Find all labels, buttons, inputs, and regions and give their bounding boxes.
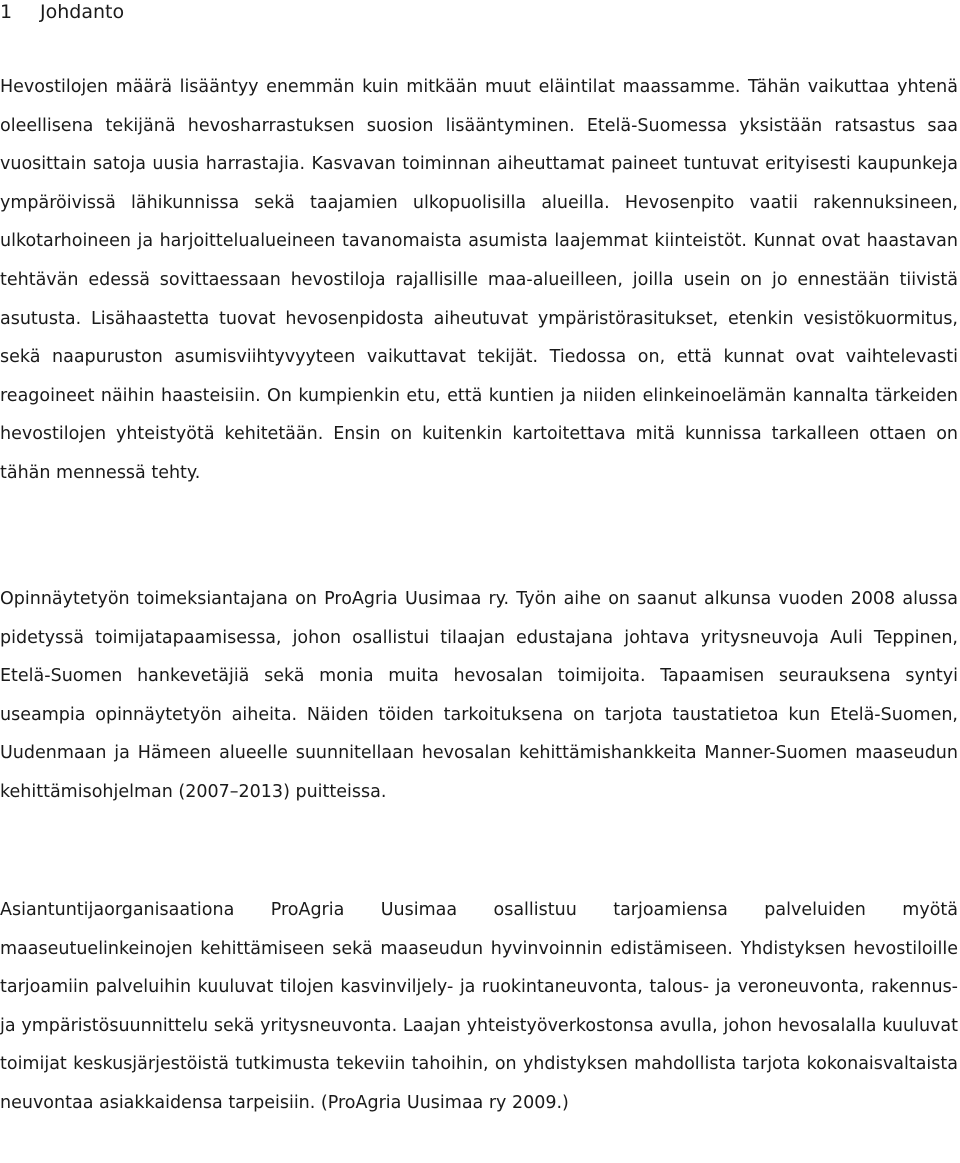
chapter-heading: [0, 0, 124, 24]
body-paragraph: Hevostilojen määrä lisääntyy enemmän kuin mitkään muut eläintilat maassamme. Tähän vaikuttaa yhtenä oleellisena tekijänä hevosharrastuksen suosion lisääntyminen. Etelä-Suomessa yksistään ratsastus saa vuosittain satoja uusia harrastajia. Kasvavan toiminnan aiheuttamat paineet tuntuvat erityisesti kaupunkeja ympäröivissä lähikunnissa sekä taajamien ulkopuolisilla alueilla. Hevosenpito vaatii rakennuksineen, ulkotarhoineen ja harjoittelualueineen tavanomaista asumista laajemmat kiinteistöt. Kunnat ovat haastavan tehtävän edessä sovittaessaan hevostiloja rajallisille maa-alueilleen, joilla usein on jo ennestään tiivistä asutusta. Lisähaastetta tuovat hevosenpidosta aiheutuvat ympäristörasitukset, etenkin vesistökuormitus, sekä naapuruston asumisviihtyvyyteen vaikuttavat tekijät. Tiedossa on, että kunnat ovat vaihtelevasti reagoineet näihin haasteisiin. On kumpienkin etu, että kuntien ja niiden elinkeinoelämän kannalta tärkeiden hevostilojen yhteistyötä kehitetään. Ensin on kuitenkin kartoitettava mitä kunnissa tarkalleen ottaen on tähän mennessä tehty.: [0, 77, 958, 483]
body-paragraph: Opinnäytetyön toimeksiantajana on ProAgria Uusimaa ry. Työn aihe on saanut alkunsa vuoden 2008 alussa pidetyssä toimijatapaamisessa, johon osallistui tilaajan edustajana johtava yritysneuvoja Auli Teppinen, Etelä-Suomen hankevetäjiä sekä monia muita hevosalan toimijoita. Tapaamisen seurauksena syntyi useampia opinnäytetyön aiheita. Näiden töiden tarkoituksena on tarjota taustatietoa kun Etelä-Suomen, Uudenmaan ja Hämeen alueelle suunnitellaan hevosalan kehittämishankkeita Manner-Suomen maaseudun kehittämisohjelman (2007–2013) puitteissa.: [0, 589, 958, 802]
chapter-number: 1: [0, 1, 13, 23]
body-paragraph: Asiantuntijaorganisaationa ProAgria Uusimaa osallistuu tarjoamiensa palveluiden myötä maaseutuelinkeinojen kehittämiseen sekä maaseudun hyvinvoinnin edistämiseen. Yhdistyksen hevostiloille tarjoamiin palveluihin kuuluvat tilojen kasvinviljely- ja ruokintaneuvonta, talous- ja veroneuvonta, rakennus- ja ympäristösuunnittelu sekä yritysneuvonta. Laajan yhteistyöverkostonsa avulla, johon hevosalalla kuuluvat toimijat keskusjärjestöistä tutkimusta tekeviin tahoihin, on yhdistyksen mahdollista tarjota kokonaisvaltaista neuvontaa asiakkaidensa tarpeisiin. (ProAgria Uusimaa ry 2009.): [0, 900, 958, 1113]
chapter-title: Johdanto: [40, 1, 125, 23]
